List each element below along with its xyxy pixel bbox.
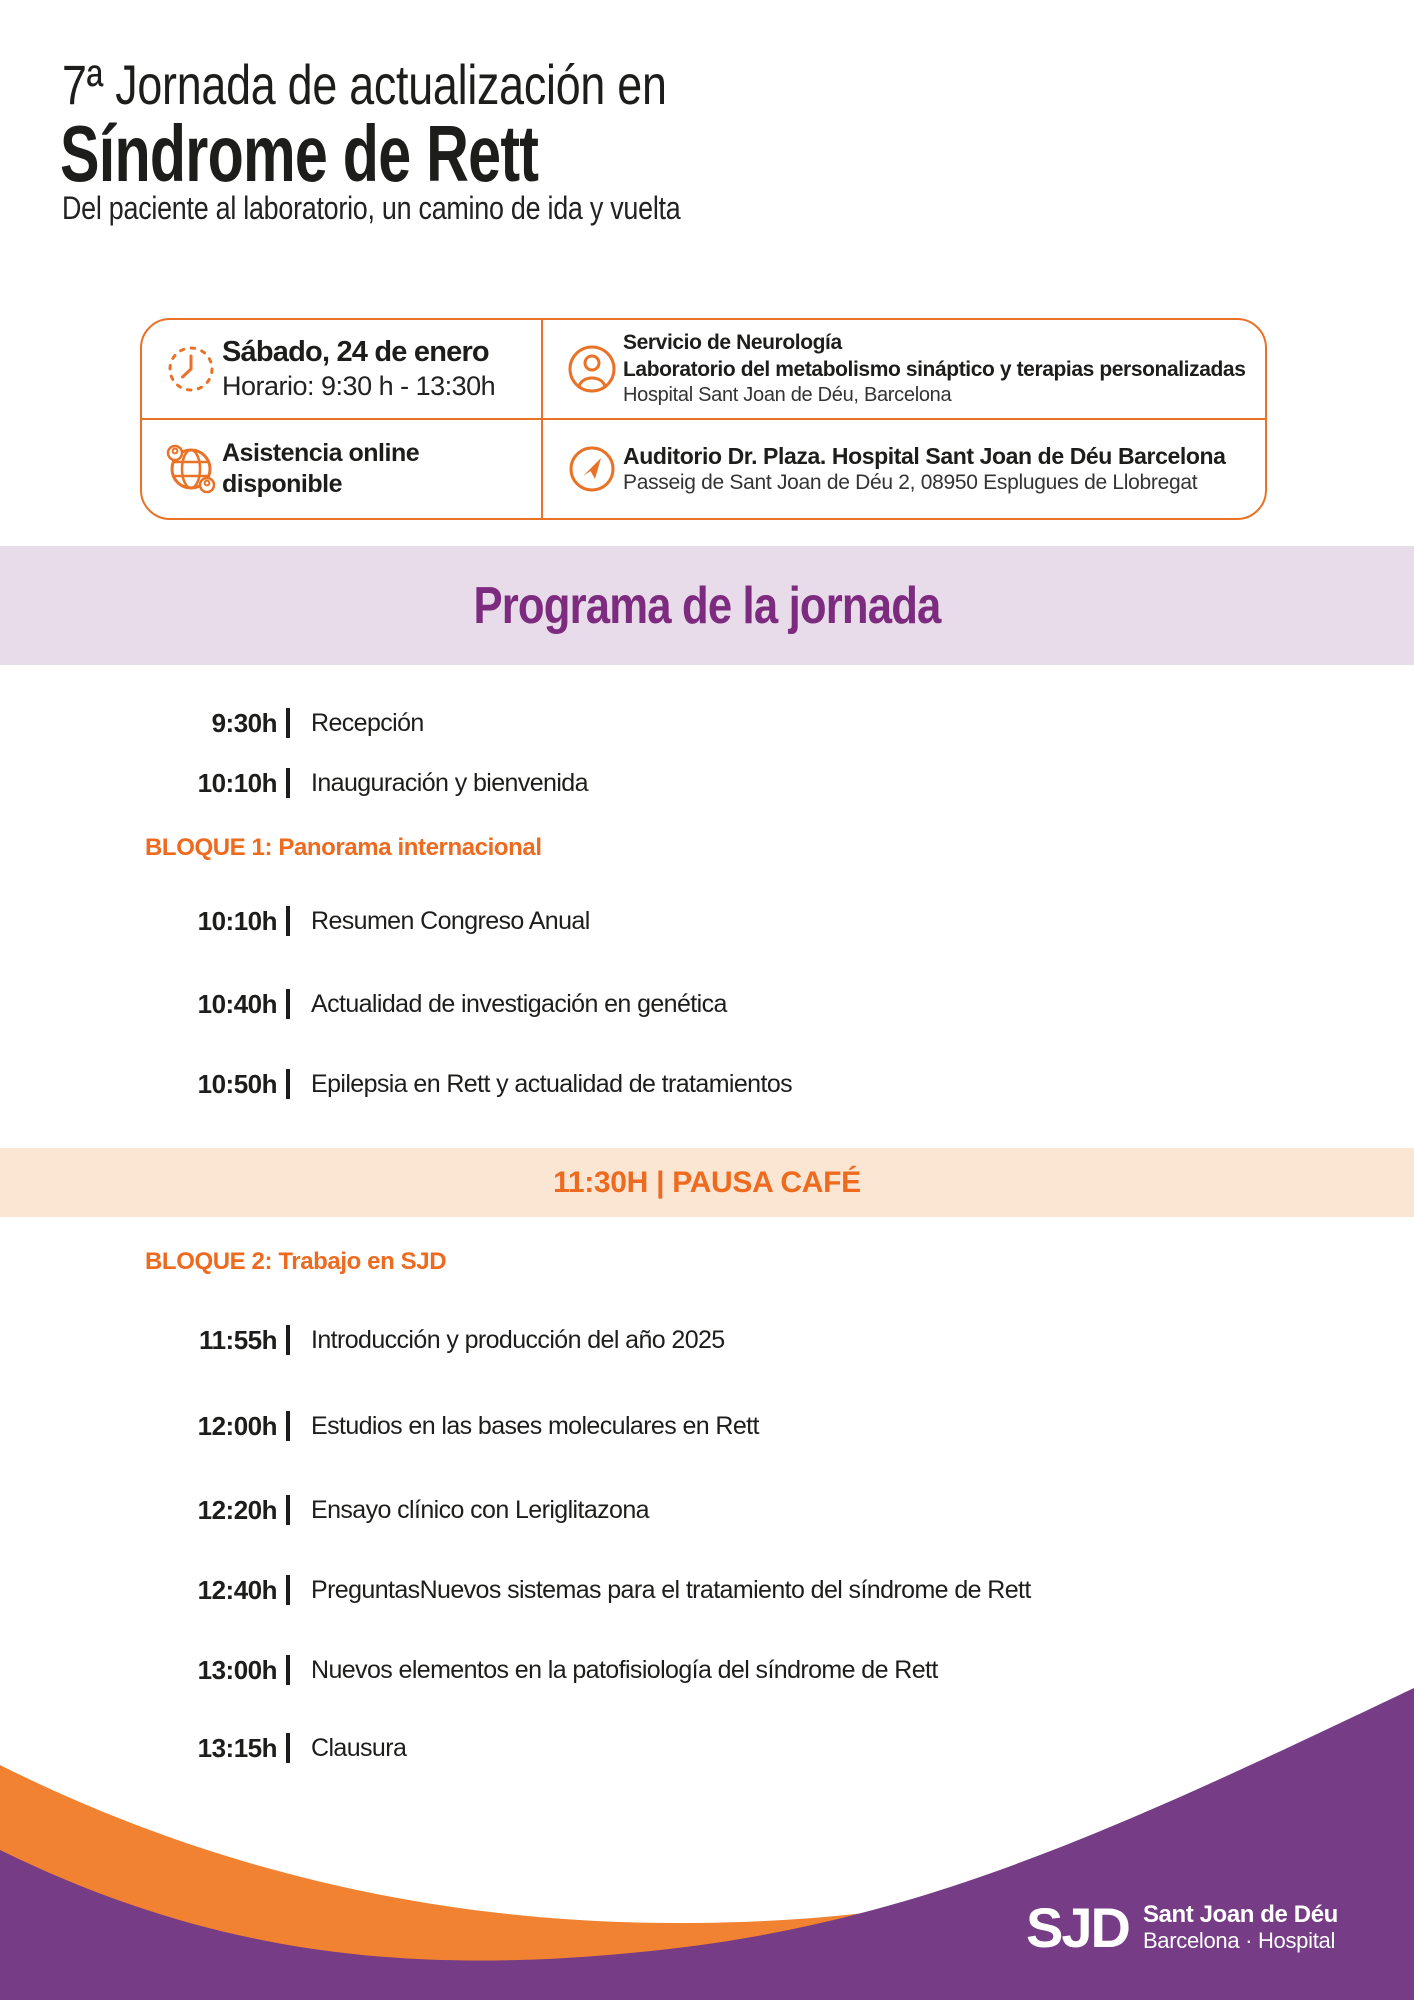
schedule-row: [0, 1408, 1414, 1444]
pause-banner-title: 11:30H | PAUSA CAFÉ: [553, 1165, 861, 1199]
schedule-time: 10:50h: [197, 1068, 277, 1099]
venue-cell: [543, 420, 1265, 518]
schedule-row: [0, 903, 1414, 939]
service-cell: [543, 320, 1265, 420]
sjd-logo-line2: Barcelona · Hospital: [1142, 1928, 1336, 1954]
separator: [286, 1325, 290, 1355]
schedule-label: Introducción y producción del año 2025: [311, 1325, 725, 1354]
block1-heading: BLOQUE 1: Panorama internacional: [145, 834, 542, 861]
online-title: Asistencia online disponible: [222, 438, 420, 498]
schedule-row: [0, 705, 1414, 741]
navigation-icon: [561, 443, 623, 495]
schedule-row: [0, 765, 1414, 801]
program-banner-title: Programa de la jornada: [473, 576, 941, 635]
schedule-time: 12:40h: [197, 1574, 277, 1605]
schedule-row: [0, 986, 1414, 1022]
schedule-label: Recepción: [311, 708, 424, 737]
service-line1: Servicio de Neurología: [623, 331, 842, 355]
schedule-label: Clausura: [311, 1733, 407, 1762]
schedule-label: Inauguración y bienvenida: [311, 768, 588, 797]
date-cell: [142, 320, 543, 420]
schedule-time: 13:00h: [197, 1654, 277, 1685]
separator: [286, 708, 290, 738]
page-title-line2: Síndrome de Rett: [60, 109, 539, 198]
schedule-time: 10:10h: [197, 905, 277, 936]
separator: [286, 1495, 290, 1525]
schedule-time: 12:00h: [197, 1410, 277, 1441]
sjd-logo-line1: Sant Joan de Déu: [1142, 1901, 1338, 1929]
schedule-label: Nuevos elementos en la patofisiología del síndrome de Rett: [311, 1655, 938, 1684]
schedule-label: Epilepsia en Rett y actualidad de tratamientos: [311, 1069, 793, 1098]
separator: [286, 1575, 290, 1605]
sjd-logo-acronym: SJD: [1026, 1896, 1129, 1959]
venue-line1: Auditorio Dr. Plaza. Hospital Sant Joan de Déu Barcelona: [623, 442, 1226, 469]
schedule-label: Resumen Congreso Anual: [311, 906, 590, 935]
schedule-time: 10:40h: [197, 988, 277, 1019]
date-schedule: Horario: 9:30 h - 13:30h: [222, 371, 496, 402]
venue-line2: Passeig de Sant Joan de Déu 2, 08950 Esplugues de Llobregat: [623, 471, 1198, 495]
pause-banner: [0, 1148, 1414, 1217]
program-banner: [0, 546, 1414, 665]
schedule-label: PreguntasNuevos sistemas para el tratamiento del síndrome de Rett: [311, 1575, 1031, 1604]
separator: [286, 989, 290, 1019]
schedule-row: [0, 1572, 1414, 1608]
separator: [286, 768, 290, 798]
event-info-box: [140, 318, 1267, 520]
schedule-label: Actualidad de investigación en genética: [311, 989, 727, 1018]
venue-text: [623, 442, 1226, 497]
schedule-row: [0, 1492, 1414, 1528]
page-subtitle: Del paciente al laboratorio, un camino de ida y vuelta: [62, 190, 681, 226]
service-line3: Hospital Sant Joan de Déu, Barcelona: [623, 383, 952, 406]
clock-icon: [160, 343, 222, 395]
separator: [286, 1069, 290, 1099]
schedule-label: Ensayo clínico con Leriglitazona: [311, 1495, 649, 1524]
service-text: [623, 330, 1245, 408]
online-cell: [142, 420, 543, 518]
schedule-time: 9:30h: [211, 707, 277, 738]
schedule-time: 10:10h: [197, 767, 277, 798]
schedule-label: Estudios en las bases moleculares en Rett: [311, 1411, 759, 1440]
schedule-row: [0, 1322, 1414, 1358]
schedule-row: [0, 1066, 1414, 1102]
block2-heading: BLOQUE 2: Trabajo en SJD: [145, 1248, 447, 1275]
globe-icon: [160, 441, 222, 497]
date-title: Sábado, 24 de enero: [222, 336, 489, 368]
schedule-time: 11:55h: [199, 1324, 277, 1355]
service-line2: Laboratorio del metabolismo sináptico y terapias personalizadas: [623, 357, 1246, 381]
sjd-logo-text: [1143, 1902, 1338, 1954]
page-title-line1: 7ª Jornada de actualización en: [62, 53, 667, 116]
separator: [286, 1411, 290, 1441]
separator: [286, 906, 290, 936]
user-icon: [561, 342, 623, 396]
schedule-time: 13:15h: [197, 1732, 277, 1763]
schedule-time: 12:20h: [197, 1494, 277, 1525]
sjd-logo: [1026, 1896, 1338, 1959]
date-text: [222, 334, 495, 404]
